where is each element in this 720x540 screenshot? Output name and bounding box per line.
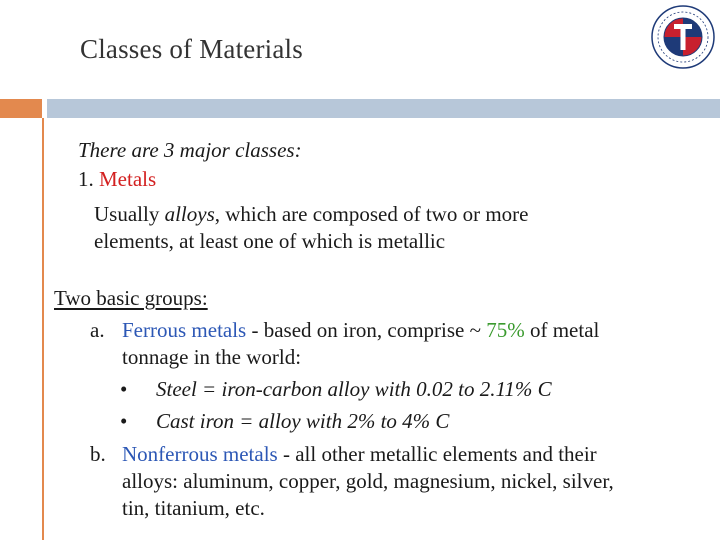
university-seal-icon xyxy=(650,4,716,70)
group-a-line1 xyxy=(122,318,599,342)
bullet-marker: • xyxy=(120,409,128,433)
metals-label: Metals xyxy=(99,167,157,191)
desc-text: , which are composed of two or more xyxy=(214,202,529,226)
ferrous-label: Ferrous metals xyxy=(122,318,247,342)
group-b-line3: tin, titanium, etc. xyxy=(122,496,265,520)
item-metals xyxy=(78,167,156,191)
header-accent-bar xyxy=(0,99,42,118)
left-accent-line xyxy=(42,118,44,540)
item-number: 1. xyxy=(78,167,94,191)
slide-title: Classes of Materials xyxy=(80,34,303,64)
metals-description-line1 xyxy=(94,202,529,226)
groups-heading: Two basic groups: xyxy=(54,286,208,310)
group-b-line2: alloys: aluminum, copper, gold, magnesium, nickel, silver, xyxy=(122,469,614,493)
metals-description-line2: elements, at least one of which is metallic xyxy=(94,229,446,253)
desc-text: Usually xyxy=(94,202,165,226)
header-divider-bar xyxy=(47,99,720,118)
alloys-term: alloys xyxy=(164,202,215,226)
percent-value: 75% xyxy=(486,318,525,342)
nonferrous-label: Nonferrous metals xyxy=(122,442,278,466)
intro-text: There are 3 major classes: xyxy=(78,138,302,162)
group-b-line1 xyxy=(122,442,597,466)
bullet-cast-iron: Cast iron = alloy with 2% to 4% C xyxy=(156,409,450,433)
group-b-text: - all other metallic elements and their xyxy=(277,442,597,466)
group-a-marker: a. xyxy=(90,318,105,342)
group-a-line2: tonnage in the world: xyxy=(122,345,302,369)
group-a-text: - based on iron, comprise ~ xyxy=(246,318,487,342)
group-b-marker: b. xyxy=(90,442,106,466)
bullet-marker: • xyxy=(120,377,128,401)
bullet-steel: Steel = iron-carbon alloy with 0.02 to 2.11% C xyxy=(156,377,552,401)
group-a-text: of metal xyxy=(524,318,600,342)
